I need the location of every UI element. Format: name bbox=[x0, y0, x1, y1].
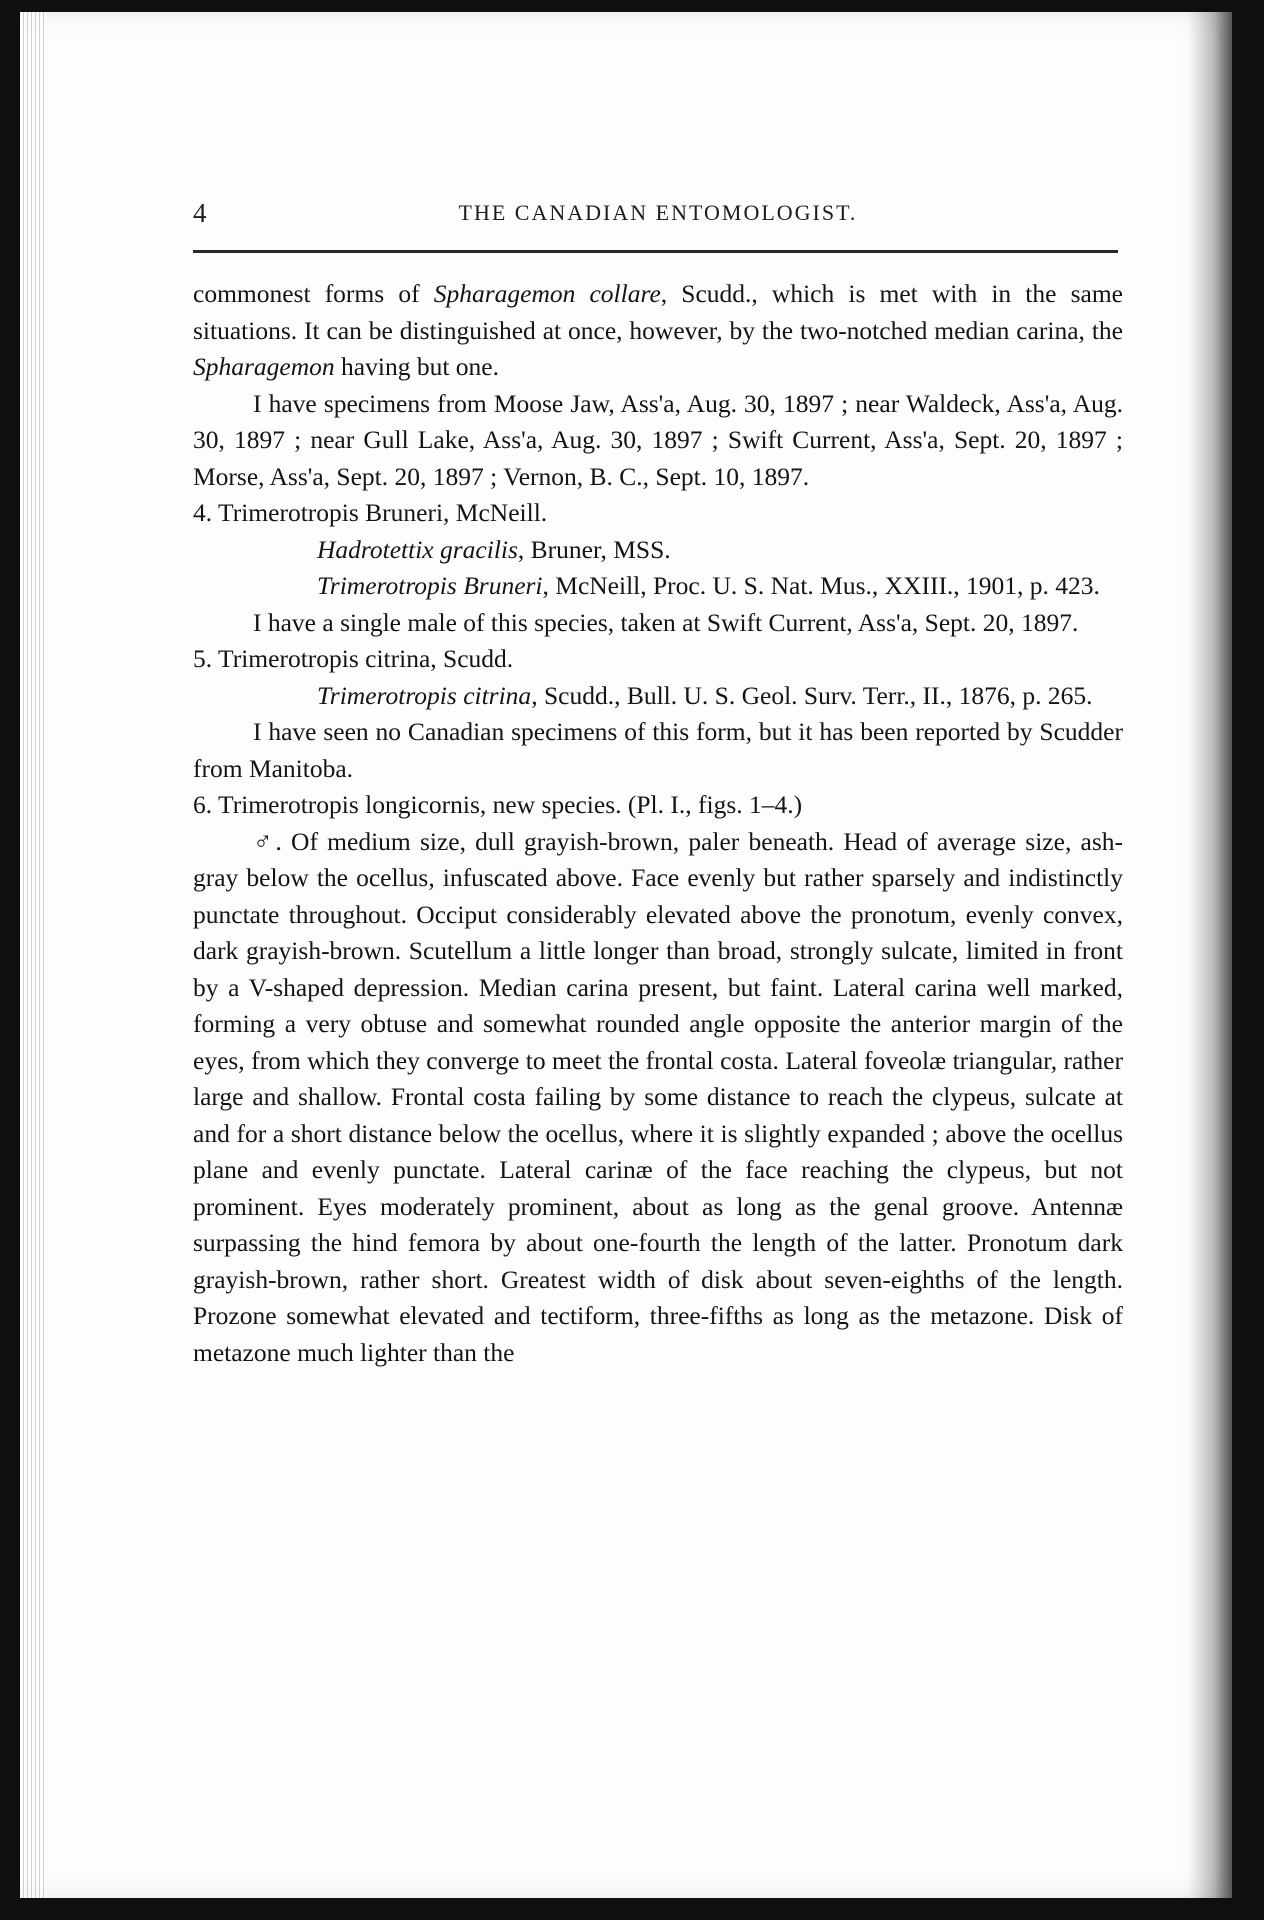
genus-name: Spharagemon bbox=[193, 352, 335, 381]
page-edge-lines bbox=[20, 12, 46, 1898]
species-heading-5: 5. Trimerotropis citrina, Scudd. bbox=[193, 644, 514, 673]
header-rule bbox=[193, 250, 1118, 253]
synonym-entry: Hadrotettix gracilis, Bruner, MSS. bbox=[317, 534, 671, 564]
article-body bbox=[193, 276, 1123, 1371]
paragraph-continuation: commonest forms of Spharagemon collare, Scudd., which is met with in the same situations. It can be distinguished at once, however, by the two-notched median carina, the Spharagemon having but one. bbox=[193, 279, 1123, 381]
journal-title: THE CANADIAN ENTOMOLOGIST. bbox=[458, 200, 858, 225]
running-head bbox=[193, 198, 1123, 232]
male-symbol: ♂. bbox=[253, 826, 282, 856]
paragraph-specimens-5: I have seen no Canadian specimens of this form, but it has been reported by Scudder from Manitoba. bbox=[193, 717, 1123, 783]
species-heading-6: 6. Trimerotropis longicornis, new species. (Pl. I., figs. 1–4.) bbox=[193, 790, 803, 819]
species-name: Spharagemon collare bbox=[433, 279, 661, 308]
binding-gutter-shadow bbox=[1188, 12, 1232, 1898]
paragraph-specimens-4b: I have a single male of this species, taken at Swift Current, Ass'a, Sept. 20, 1897. bbox=[253, 607, 1079, 637]
paragraph-specimens-4: I have specimens from Moose Jaw, Ass'a, Aug. 30, 1897 ; near Waldeck, Ass'a, Aug. 30, 1897 ; near Gull Lake, Ass'a, Aug. 30, 1897 ; Swift Current, Ass'a, Sept. 20, 1897 ; Morse, Ass'a, Sept. 20, 1897 ; Vernon, B. C., Sept. 10, 1897. bbox=[193, 388, 1123, 491]
page-number: 4 bbox=[193, 198, 207, 228]
synonym-entry: Trimerotropis citrina, Scudd., Bull. U. S. Geol. Surv. Terr., II., 1876, p. 265. bbox=[317, 680, 1093, 710]
species-heading-4: 4. Trimerotropis Bruneri, McNeill. bbox=[193, 498, 548, 527]
synonym-entry: Trimerotropis Bruneri, McNeill, Proc. U. S. Nat. Mus., XXIII., 1901, p. 423. bbox=[317, 571, 1100, 600]
paragraph-description-6: ♂. Of medium size, dull grayish-brown, paler beneath. Head of average size, ash-gray below the ocellus, infuscated above. Face evenly but rather sparsely and indistinctly punctate throughout. Occiput considerably elevated above the pronotum, evenly convex, dark grayish-brown. Scutellum a little longer than broad, strongly sulcate, limited in front by a V-shaped depression. Median carina present, but faint. Lateral carina well marked, forming a very obtuse and somewhat rounded angle opposite the anterior margin of the eyes, from which they converge to meet the frontal costa. Lateral foveolæ triangular, rather large and shallow. Frontal costa failing by some distance to reach the clypeus, sulcate at and for a short distance below the ocellus, where it is slightly expanded ; above the ocellus plane and evenly punctate. Lateral carinæ of the face reaching the clypeus, but not prominent. Eyes moderately prominent, about as long as the genal groove. Antennæ surpassing the hind femora by about one-fourth the length of the latter. Pronotum dark grayish-brown, rather short. Greatest width of disk about seven-eighths of the length. Prozone somewhat elevated and tectiform, three-fifths as long as the metazone. Disk of metazone much lighter than the bbox=[193, 826, 1124, 1367]
